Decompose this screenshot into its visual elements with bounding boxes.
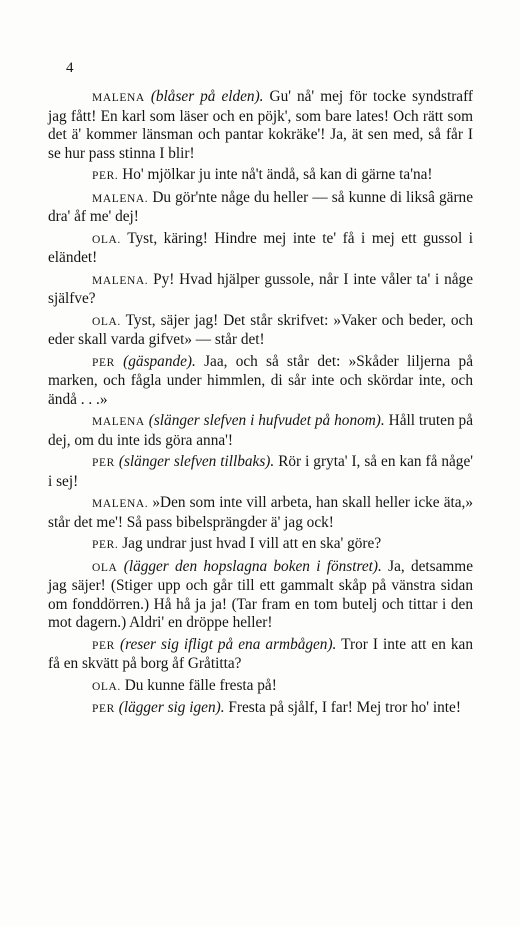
- speaker-name: OLA.: [92, 315, 121, 328]
- dialogue-paragraph: [48, 88, 473, 163]
- stage-direction: (lägger sig igen).: [118, 699, 225, 716]
- speaker-name: MALENA: [92, 92, 145, 104]
- stage-direction: (reser sig ifligt på ena armbågen).: [119, 635, 337, 653]
- dialogue-paragraph: [48, 312, 473, 350]
- speaker-name: PER: [92, 703, 115, 715]
- dialogue-line: Tyst, säjer jag! Det står skrifvet: »Vaker och beder, och eder skall varda gifvet» — står det!: [48, 311, 473, 348]
- dialogue-line: Tyst, käring! Hindre mej inte te' få i mej ett gussol i eländet!: [48, 229, 473, 266]
- speaker-name: OLA.: [92, 680, 121, 693]
- speaker-name: MALENA.: [92, 192, 149, 205]
- dialogue-paragraph: [48, 699, 473, 719]
- speaker-name: PER: [92, 356, 115, 369]
- dialogue-paragraph: [48, 494, 473, 532]
- dialogue-paragraph: [48, 271, 473, 309]
- dialogue-paragraph: [48, 535, 473, 555]
- dialogue-line: Håll truten på dej, om du inte ids göra anna'!: [48, 412, 473, 449]
- dialogue-line: Py! Hvad hjälper gussole, når I inte våler ta' i någe själfve?: [48, 270, 473, 307]
- stage-direction: (lägger den hopslagna boken i fönstret).: [123, 557, 382, 575]
- dialogue-line: Fresta på sjålf, I far! Mej tror ho' inte!: [228, 699, 461, 716]
- dialogue-paragraph: [48, 353, 473, 410]
- dialogue-line: Du gör'nte någe du heller — så kunne di liksâ gärne dra' åf me' dej!: [48, 188, 473, 225]
- dialogue-paragraph: [48, 558, 473, 633]
- dialogue-paragraph: [48, 677, 473, 697]
- speaker-name: PER.: [92, 170, 119, 182]
- dialogue-line: Rör i gryta' I, så en kan få någe' i sej!: [48, 453, 473, 490]
- stage-direction: (slänger slefven tillbaks).: [118, 453, 275, 470]
- dialogue-line: »Den som inte vill arbeta, han skall heller icke äta,» står det me'! Så pass bibelsprängder ä' jag ock!: [48, 494, 473, 531]
- dialogue-line: Jag undrar just hvad I vill att en ska' göre?: [122, 535, 382, 552]
- dialogue-line: Jaa, och så står det: »Skåder liljerna på marken, och fågla under himmlen, di sår inte och skördar inte, och ändå . . .»: [48, 352, 473, 408]
- dialogue-paragraph: [48, 412, 473, 450]
- dialogue-paragraph: [48, 230, 473, 268]
- dialogue-line: Ja, detsamme jag säjer! (Stiger upp och går till ett gammalt skåp på vänstra sidan om fonddörren.) Hå hå ja ja! (Tar fram en tom butelj och tittar i den mot dagern.) Aldri' en dröppe heller!: [48, 557, 473, 631]
- speaker-name: OLA: [92, 561, 118, 574]
- stage-direction: (gäspande).: [123, 352, 196, 370]
- play-text: [48, 88, 473, 722]
- speaker-name: MALENA.: [92, 274, 149, 287]
- dialogue-line: Ho' mjölkar ju inte nå't ändå, så kan di gärne ta'na!: [122, 166, 433, 183]
- page-number: 4: [66, 60, 74, 76]
- speaker-name: PER: [92, 639, 115, 652]
- dialogue-paragraph: [48, 453, 473, 491]
- speaker-name: PER.: [92, 539, 119, 551]
- dialogue-line: Gu' nå' mej för tocke syndstraff jag fått! En karl som läser och en pöjk', som bare lates! Och rätt som det ä' kommer länsman och pantar kokräke'! Ja, ät sen med, så får I se hur pass stinna I blir!: [48, 88, 474, 162]
- speaker-name: PER: [92, 457, 115, 469]
- speaker-name: OLA.: [92, 233, 121, 246]
- speaker-name: MALENA: [92, 416, 145, 428]
- dialogue-line: Tror I inte att en kan få en skvätt på borg åf Gråtitta?: [48, 635, 473, 672]
- dialogue-paragraph: [48, 189, 473, 227]
- dialogue-paragraph: [48, 636, 473, 674]
- dialogue-paragraph: [48, 166, 473, 186]
- stage-direction: (slänger slefven i hufvudet på honom).: [148, 412, 385, 429]
- speaker-name: MALENA.: [92, 498, 149, 510]
- dialogue-line: Du kunne fälle fresta på!: [124, 676, 277, 694]
- stage-direction: (blåser på elden).: [150, 88, 264, 105]
